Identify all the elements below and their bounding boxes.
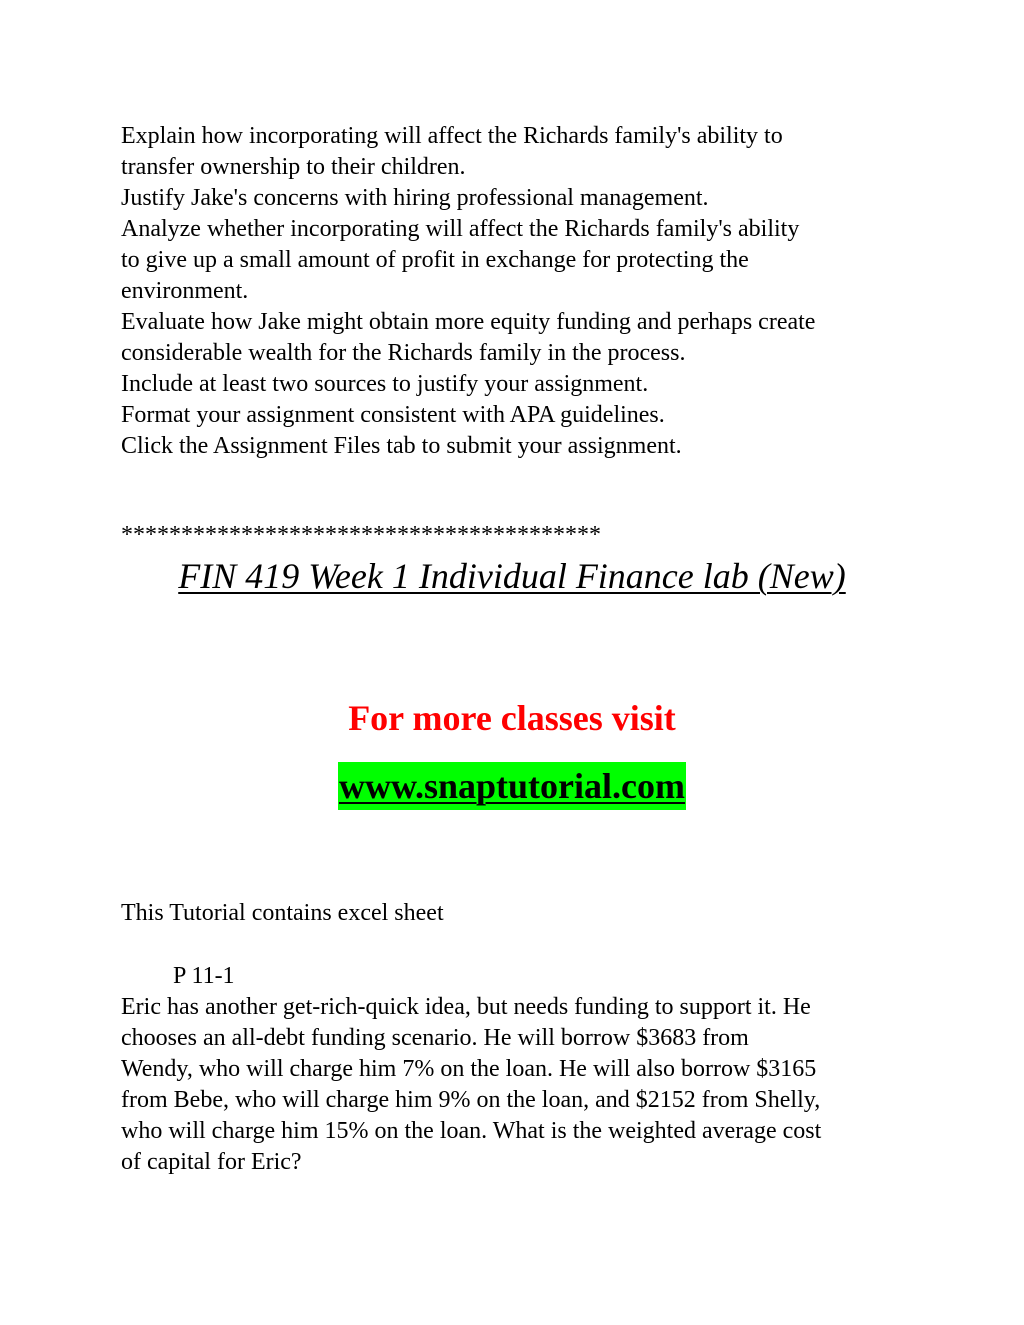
instruction-line: Justify Jake's concerns with hiring professional management. bbox=[121, 185, 709, 211]
promo-heading: For more classes visit bbox=[348, 698, 676, 738]
instruction-line: Click the Assignment Files tab to submit your assignment. bbox=[121, 433, 682, 459]
problem-line: of capital for Eric? bbox=[121, 1149, 302, 1175]
problem-line: who will charge him 15% on the loan. What is the weighted average cost bbox=[121, 1118, 822, 1144]
problem-line: from Bebe, who will charge him 9% on the loan, and $2152 from Shelly, bbox=[121, 1087, 821, 1113]
section-title: FIN 419 Week 1 Individual Finance lab (New) bbox=[178, 556, 846, 596]
tutorial-note: This Tutorial contains excel sheet bbox=[121, 900, 444, 926]
assignment-instructions bbox=[121, 121, 921, 462]
instruction-line: Include at least two sources to justify your assignment. bbox=[121, 371, 649, 397]
problem-line: Eric has another get-rich-quick idea, but needs funding to support it. He bbox=[121, 994, 811, 1020]
instruction-line: considerable wealth for the Richards family in the process. bbox=[121, 340, 686, 366]
instruction-line: Evaluate how Jake might obtain more equity funding and perhaps create bbox=[121, 309, 816, 335]
instruction-line: Format your assignment consistent with APA guidelines. bbox=[121, 402, 665, 428]
instruction-line: environment. bbox=[121, 278, 249, 304]
instruction-line: transfer ownership to their children. bbox=[121, 154, 466, 180]
instruction-line: Analyze whether incorporating will affect the Richards family's ability bbox=[121, 216, 800, 242]
website-link[interactable]: www.snaptutorial.com bbox=[338, 762, 686, 810]
promo-link-container bbox=[0, 762, 1024, 810]
problem-statement bbox=[121, 992, 921, 1178]
asterisk-divider: **************************************** bbox=[121, 522, 601, 548]
problem-label: P 11-1 bbox=[173, 963, 235, 989]
problem-line: Wendy, who will charge him 7% on the loan. He will also borrow $3165 bbox=[121, 1056, 817, 1082]
problem-line: chooses an all-debt funding scenario. He will borrow $3683 from bbox=[121, 1025, 749, 1051]
instruction-line: Explain how incorporating will affect the Richards family's ability to bbox=[121, 123, 783, 149]
instruction-line: to give up a small amount of profit in exchange for protecting the bbox=[121, 247, 749, 273]
